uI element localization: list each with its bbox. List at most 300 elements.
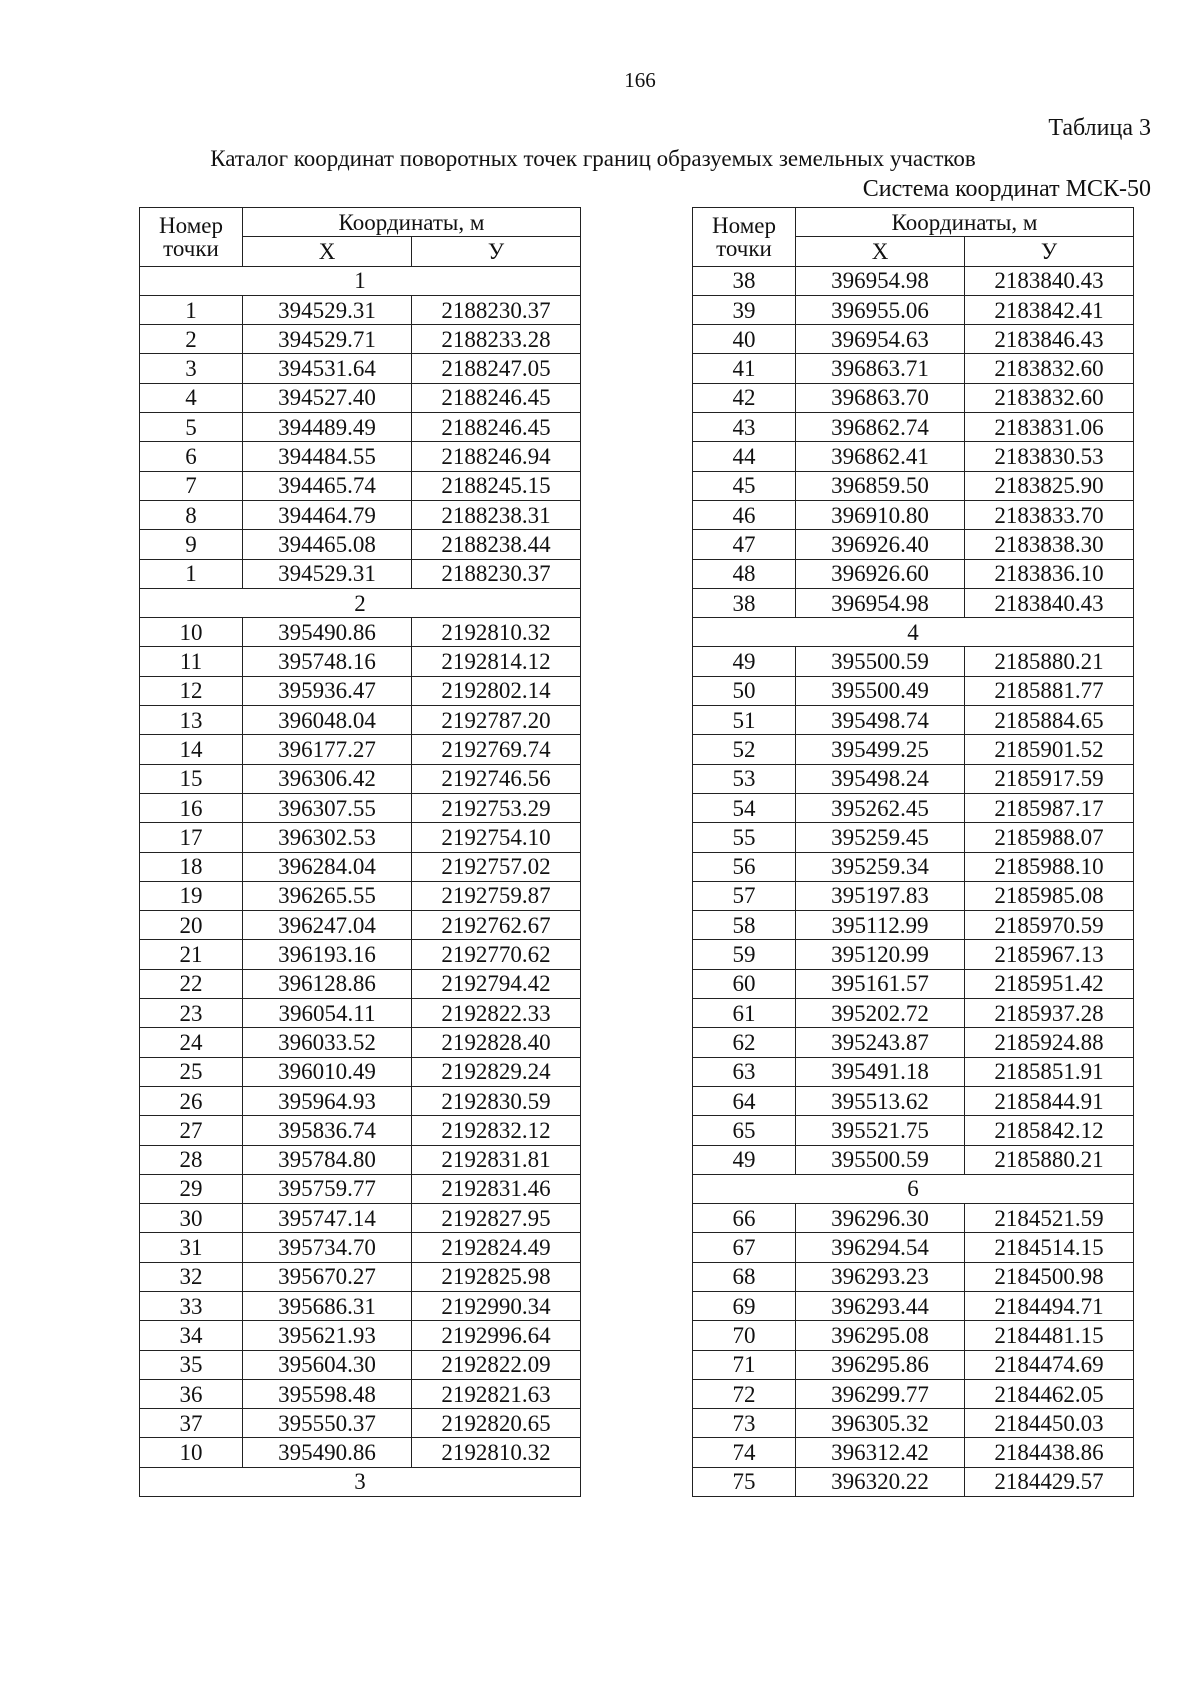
table-row [693, 823, 1134, 852]
table-row [140, 911, 581, 940]
x-coordinate-cell: 395490.86 [243, 1438, 412, 1467]
table-row [140, 940, 581, 969]
point-number-cell: 58 [693, 911, 796, 940]
point-number-cell: 5 [140, 413, 243, 442]
x-coordinate-cell: 396048.04 [243, 706, 412, 735]
x-coordinate-cell: 395604.30 [243, 1350, 412, 1379]
section-row [693, 618, 1134, 647]
point-number-cell: 30 [140, 1204, 243, 1233]
point-number-cell: 29 [140, 1174, 243, 1203]
table-row [693, 1438, 1134, 1467]
x-coordinate-cell: 395202.72 [796, 999, 965, 1028]
point-number-cell: 17 [140, 823, 243, 852]
point-number-cell: 43 [693, 413, 796, 442]
x-coordinate-cell: 395499.25 [796, 735, 965, 764]
y-coordinate-cell: 2188246.45 [412, 383, 581, 412]
y-coordinate-cell: 2185924.88 [965, 1028, 1134, 1057]
x-coordinate-cell: 396306.42 [243, 764, 412, 793]
point-number-cell: 74 [693, 1438, 796, 1467]
point-number-cell: 42 [693, 383, 796, 412]
x-coordinate-cell: 395836.74 [243, 1116, 412, 1145]
x-coordinate-cell: 396954.98 [796, 266, 965, 295]
point-number-cell: 69 [693, 1291, 796, 1320]
y-coordinate-cell: 2192996.64 [412, 1321, 581, 1350]
header-y: У [412, 237, 581, 266]
point-number-cell: 34 [140, 1321, 243, 1350]
y-coordinate-cell: 2192762.67 [412, 911, 581, 940]
x-coordinate-cell: 396284.04 [243, 852, 412, 881]
point-number-cell: 46 [693, 500, 796, 529]
table-row [693, 1291, 1134, 1320]
point-number-cell: 4 [140, 383, 243, 412]
table-row [693, 1057, 1134, 1086]
point-number-cell: 36 [140, 1379, 243, 1408]
y-coordinate-cell: 2185937.28 [965, 999, 1134, 1028]
y-coordinate-cell: 2192828.40 [412, 1028, 581, 1057]
y-coordinate-cell: 2192830.59 [412, 1086, 581, 1115]
point-number-cell: 9 [140, 530, 243, 559]
point-number-cell: 59 [693, 940, 796, 969]
x-coordinate-cell: 394529.31 [243, 295, 412, 324]
table-row [693, 1145, 1134, 1174]
table-row [140, 706, 581, 735]
y-coordinate-cell: 2192827.95 [412, 1204, 581, 1233]
x-coordinate-cell: 395734.70 [243, 1233, 412, 1262]
x-coordinate-cell: 396033.52 [243, 1028, 412, 1057]
table-row [693, 588, 1134, 617]
point-number-cell: 26 [140, 1086, 243, 1115]
header-coordinates: Координаты, м [796, 208, 1134, 237]
point-number-cell: 52 [693, 735, 796, 764]
y-coordinate-cell: 2183830.53 [965, 442, 1134, 471]
point-number-cell: 48 [693, 559, 796, 588]
point-number-cell: 6 [140, 442, 243, 471]
x-coordinate-cell: 394529.31 [243, 559, 412, 588]
table-row [693, 383, 1134, 412]
y-coordinate-cell: 2188246.45 [412, 413, 581, 442]
table-row [140, 383, 581, 412]
y-coordinate-cell: 2185985.08 [965, 881, 1134, 910]
x-coordinate-cell: 395259.45 [796, 823, 965, 852]
x-coordinate-cell: 396265.55 [243, 881, 412, 910]
header-point-line2: точки [716, 235, 772, 261]
x-coordinate-cell: 396954.98 [796, 588, 965, 617]
x-coordinate-cell: 396910.80 [796, 500, 965, 529]
x-coordinate-cell: 396293.44 [796, 1291, 965, 1320]
table-row [693, 647, 1134, 676]
point-number-cell: 14 [140, 735, 243, 764]
x-coordinate-cell: 395262.45 [796, 793, 965, 822]
page-number: 166 [624, 68, 656, 92]
y-coordinate-cell: 2192746.56 [412, 764, 581, 793]
y-coordinate-cell: 2188247.05 [412, 354, 581, 383]
table-row [140, 1116, 581, 1145]
y-coordinate-cell: 2184462.05 [965, 1379, 1134, 1408]
point-number-cell: 25 [140, 1057, 243, 1086]
point-number-cell: 31 [140, 1233, 243, 1262]
table-row [693, 1233, 1134, 1262]
y-coordinate-cell: 2188230.37 [412, 295, 581, 324]
y-coordinate-cell: 2183832.60 [965, 383, 1134, 412]
table-row [140, 559, 581, 588]
table-row [693, 793, 1134, 822]
y-coordinate-cell: 2185967.13 [965, 940, 1134, 969]
x-coordinate-cell: 396307.55 [243, 793, 412, 822]
table-row [140, 1174, 581, 1203]
y-coordinate-cell: 2192832.12 [412, 1116, 581, 1145]
y-coordinate-cell: 2192821.63 [412, 1379, 581, 1408]
point-number-cell: 19 [140, 881, 243, 910]
y-coordinate-cell: 2184438.86 [965, 1438, 1134, 1467]
header-point-line2: точки [163, 235, 219, 261]
header-point-number [693, 208, 796, 267]
table-row [140, 1409, 581, 1438]
point-number-cell: 7 [140, 471, 243, 500]
x-coordinate-cell: 396955.06 [796, 295, 965, 324]
table-row [140, 618, 581, 647]
x-coordinate-cell: 395521.75 [796, 1116, 965, 1145]
y-coordinate-cell: 2192825.98 [412, 1262, 581, 1291]
y-coordinate-cell: 2183846.43 [965, 325, 1134, 354]
table-body-right [693, 266, 1134, 1496]
x-coordinate-cell: 394465.74 [243, 471, 412, 500]
y-coordinate-cell: 2184521.59 [965, 1204, 1134, 1233]
y-coordinate-cell: 2185988.10 [965, 852, 1134, 881]
x-coordinate-cell: 394464.79 [243, 500, 412, 529]
table-row [140, 1291, 581, 1320]
header-x: X [796, 237, 965, 266]
y-coordinate-cell: 2184481.15 [965, 1321, 1134, 1350]
y-coordinate-cell: 2188245.15 [412, 471, 581, 500]
x-coordinate-cell: 395500.59 [796, 647, 965, 676]
x-coordinate-cell: 396863.71 [796, 354, 965, 383]
x-coordinate-cell: 396299.77 [796, 1379, 965, 1408]
x-coordinate-cell: 394465.08 [243, 530, 412, 559]
x-coordinate-cell: 396293.23 [796, 1262, 965, 1291]
y-coordinate-cell: 2185988.07 [965, 823, 1134, 852]
x-coordinate-cell: 395748.16 [243, 647, 412, 676]
coordinates-table-left [139, 207, 581, 1497]
point-number-cell: 11 [140, 647, 243, 676]
x-coordinate-cell: 396128.86 [243, 969, 412, 998]
table-row [693, 1204, 1134, 1233]
y-coordinate-cell: 2184429.57 [965, 1467, 1134, 1496]
table-row [140, 793, 581, 822]
point-number-cell: 32 [140, 1262, 243, 1291]
point-number-cell: 1 [140, 295, 243, 324]
x-coordinate-cell: 396054.11 [243, 999, 412, 1028]
y-coordinate-cell: 2184514.15 [965, 1233, 1134, 1262]
y-coordinate-cell: 2183840.43 [965, 266, 1134, 295]
point-number-cell: 3 [140, 354, 243, 383]
x-coordinate-cell: 396926.60 [796, 559, 965, 588]
table-row [140, 999, 581, 1028]
y-coordinate-cell: 2185844.91 [965, 1086, 1134, 1115]
point-number-cell: 63 [693, 1057, 796, 1086]
point-number-cell: 38 [693, 588, 796, 617]
y-coordinate-cell: 2185901.52 [965, 735, 1134, 764]
table-row [140, 1438, 581, 1467]
x-coordinate-cell: 396862.74 [796, 413, 965, 442]
table-row [140, 1145, 581, 1174]
x-coordinate-cell: 396177.27 [243, 735, 412, 764]
point-number-cell: 47 [693, 530, 796, 559]
table-row [693, 325, 1134, 354]
x-coordinate-cell: 395161.57 [796, 969, 965, 998]
x-coordinate-cell: 396295.86 [796, 1350, 965, 1379]
table-row [693, 969, 1134, 998]
y-coordinate-cell: 2183832.60 [965, 354, 1134, 383]
y-coordinate-cell: 2192829.24 [412, 1057, 581, 1086]
point-number-cell: 72 [693, 1379, 796, 1408]
x-coordinate-cell: 396926.40 [796, 530, 965, 559]
x-coordinate-cell: 395784.80 [243, 1145, 412, 1174]
table-row [693, 1467, 1134, 1496]
table-row [140, 1262, 581, 1291]
point-number-cell: 67 [693, 1233, 796, 1262]
document-title: Каталог координат поворотных точек границ образуемых земельных участков [210, 146, 976, 171]
section-row [140, 588, 581, 617]
x-coordinate-cell: 396862.41 [796, 442, 965, 471]
y-coordinate-cell: 2184500.98 [965, 1262, 1134, 1291]
point-number-cell: 54 [693, 793, 796, 822]
y-coordinate-cell: 2192990.34 [412, 1291, 581, 1320]
x-coordinate-cell: 395259.34 [796, 852, 965, 881]
x-coordinate-cell: 396302.53 [243, 823, 412, 852]
table-row [693, 852, 1134, 881]
x-coordinate-cell: 395759.77 [243, 1174, 412, 1203]
point-number-cell: 49 [693, 647, 796, 676]
point-number-cell: 15 [140, 764, 243, 793]
header-point-line1: Номер [712, 212, 776, 238]
table-row [140, 1028, 581, 1057]
point-number-cell: 73 [693, 1409, 796, 1438]
table-row [140, 735, 581, 764]
table-row [140, 969, 581, 998]
y-coordinate-cell: 2185987.17 [965, 793, 1134, 822]
point-number-cell: 65 [693, 1116, 796, 1145]
x-coordinate-cell: 395621.93 [243, 1321, 412, 1350]
y-coordinate-cell: 2192831.46 [412, 1174, 581, 1203]
y-coordinate-cell: 2192769.74 [412, 735, 581, 764]
point-number-cell: 50 [693, 676, 796, 705]
y-coordinate-cell: 2185880.21 [965, 647, 1134, 676]
y-coordinate-cell: 2184474.69 [965, 1350, 1134, 1379]
table-row [693, 471, 1134, 500]
table-row [693, 500, 1134, 529]
y-coordinate-cell: 2183842.41 [965, 295, 1134, 324]
point-number-cell: 10 [140, 618, 243, 647]
y-coordinate-cell: 2184494.71 [965, 1291, 1134, 1320]
table-row [140, 1057, 581, 1086]
y-coordinate-cell: 2192787.20 [412, 706, 581, 735]
table-row [140, 852, 581, 881]
y-coordinate-cell: 2192810.32 [412, 1438, 581, 1467]
table-row [140, 500, 581, 529]
header-row [693, 208, 1134, 237]
x-coordinate-cell: 395670.27 [243, 1262, 412, 1291]
point-number-cell: 71 [693, 1350, 796, 1379]
header-x: X [243, 237, 412, 266]
table-row [140, 325, 581, 354]
table-row [693, 1086, 1134, 1115]
point-number-cell: 61 [693, 999, 796, 1028]
y-coordinate-cell: 2185880.21 [965, 1145, 1134, 1174]
table-row [140, 764, 581, 793]
table-row [693, 295, 1134, 324]
x-coordinate-cell: 395936.47 [243, 676, 412, 705]
table-row [693, 676, 1134, 705]
point-number-cell: 12 [140, 676, 243, 705]
y-coordinate-cell: 2185851.91 [965, 1057, 1134, 1086]
y-coordinate-cell: 2188238.44 [412, 530, 581, 559]
x-coordinate-cell: 396305.32 [796, 1409, 965, 1438]
table-row [140, 881, 581, 910]
x-coordinate-cell: 395120.99 [796, 940, 965, 969]
table-row [693, 706, 1134, 735]
x-coordinate-cell: 396295.08 [796, 1321, 965, 1350]
point-number-cell: 68 [693, 1262, 796, 1291]
x-coordinate-cell: 394529.71 [243, 325, 412, 354]
table-row [140, 1350, 581, 1379]
table-row [693, 940, 1134, 969]
y-coordinate-cell: 2188233.28 [412, 325, 581, 354]
x-coordinate-cell: 395500.49 [796, 676, 965, 705]
y-coordinate-cell: 2192753.29 [412, 793, 581, 822]
point-number-cell: 1 [140, 559, 243, 588]
y-coordinate-cell: 2185917.59 [965, 764, 1134, 793]
point-number-cell: 2 [140, 325, 243, 354]
point-number-cell: 57 [693, 881, 796, 910]
table-row [693, 1321, 1134, 1350]
y-coordinate-cell: 2192794.42 [412, 969, 581, 998]
table-row [693, 881, 1134, 910]
table-row [140, 823, 581, 852]
point-number-cell: 37 [140, 1409, 243, 1438]
table-row [693, 999, 1134, 1028]
x-coordinate-cell: 395513.62 [796, 1086, 965, 1115]
table-body-left [140, 266, 581, 1496]
y-coordinate-cell: 2185951.42 [965, 969, 1134, 998]
table-row [140, 1233, 581, 1262]
x-coordinate-cell: 396296.30 [796, 1204, 965, 1233]
point-number-cell: 21 [140, 940, 243, 969]
header-coordinates: Координаты, м [243, 208, 581, 237]
table-row [693, 354, 1134, 383]
x-coordinate-cell: 396010.49 [243, 1057, 412, 1086]
table-row [693, 1262, 1134, 1291]
point-number-cell: 24 [140, 1028, 243, 1057]
point-number-cell: 23 [140, 999, 243, 1028]
point-number-cell: 64 [693, 1086, 796, 1115]
x-coordinate-cell: 394527.40 [243, 383, 412, 412]
point-number-cell: 55 [693, 823, 796, 852]
x-coordinate-cell: 395498.24 [796, 764, 965, 793]
y-coordinate-cell: 2192831.81 [412, 1145, 581, 1174]
section-row [693, 1174, 1134, 1203]
table-row [140, 1086, 581, 1115]
y-coordinate-cell: 2183836.10 [965, 559, 1134, 588]
y-coordinate-cell: 2192754.10 [412, 823, 581, 852]
point-number-cell: 51 [693, 706, 796, 735]
table-row [693, 413, 1134, 442]
coordinate-system-label: Система координат МСК-50 [862, 176, 1151, 202]
y-coordinate-cell: 2192810.32 [412, 618, 581, 647]
point-number-cell: 53 [693, 764, 796, 793]
point-number-cell: 27 [140, 1116, 243, 1145]
section-row [140, 1467, 581, 1496]
y-coordinate-cell: 2185842.12 [965, 1116, 1134, 1145]
y-coordinate-cell: 2192770.62 [412, 940, 581, 969]
x-coordinate-cell: 395243.87 [796, 1028, 965, 1057]
y-coordinate-cell: 2183840.43 [965, 588, 1134, 617]
header-row [140, 208, 581, 237]
table-row [140, 471, 581, 500]
x-coordinate-cell: 395747.14 [243, 1204, 412, 1233]
table-row [693, 1379, 1134, 1408]
y-coordinate-cell: 2184450.03 [965, 1409, 1134, 1438]
table-row [140, 530, 581, 559]
x-coordinate-cell: 395490.86 [243, 618, 412, 647]
y-coordinate-cell: 2183833.70 [965, 500, 1134, 529]
y-coordinate-cell: 2188246.94 [412, 442, 581, 471]
y-coordinate-cell: 2192802.14 [412, 676, 581, 705]
y-coordinate-cell: 2183838.30 [965, 530, 1134, 559]
x-coordinate-cell: 396859.50 [796, 471, 965, 500]
y-coordinate-cell: 2185884.65 [965, 706, 1134, 735]
point-number-cell: 62 [693, 1028, 796, 1057]
point-number-cell: 22 [140, 969, 243, 998]
table-row [140, 1321, 581, 1350]
table-row [693, 735, 1134, 764]
point-number-cell: 44 [693, 442, 796, 471]
point-number-cell: 39 [693, 295, 796, 324]
table-row [140, 1379, 581, 1408]
point-number-cell: 60 [693, 969, 796, 998]
table-row [693, 911, 1134, 940]
table-row [140, 295, 581, 324]
point-number-cell: 13 [140, 706, 243, 735]
section-number: 3 [140, 1467, 581, 1496]
x-coordinate-cell: 396954.63 [796, 325, 965, 354]
x-coordinate-cell: 396193.16 [243, 940, 412, 969]
y-coordinate-cell: 2192814.12 [412, 647, 581, 676]
coordinates-table-right [692, 207, 1134, 1497]
section-number: 6 [693, 1174, 1134, 1203]
header-point-line1: Номер [159, 212, 223, 238]
point-number-cell: 28 [140, 1145, 243, 1174]
point-number-cell: 66 [693, 1204, 796, 1233]
x-coordinate-cell: 396320.22 [796, 1467, 965, 1496]
point-number-cell: 70 [693, 1321, 796, 1350]
x-coordinate-cell: 395491.18 [796, 1057, 965, 1086]
point-number-cell: 49 [693, 1145, 796, 1174]
table-row [693, 442, 1134, 471]
y-coordinate-cell: 2183831.06 [965, 413, 1134, 442]
x-coordinate-cell: 394489.49 [243, 413, 412, 442]
point-number-cell: 40 [693, 325, 796, 354]
point-number-cell: 33 [140, 1291, 243, 1320]
y-coordinate-cell: 2192820.65 [412, 1409, 581, 1438]
x-coordinate-cell: 396312.42 [796, 1438, 965, 1467]
point-number-cell: 56 [693, 852, 796, 881]
y-coordinate-cell: 2185970.59 [965, 911, 1134, 940]
point-number-cell: 45 [693, 471, 796, 500]
table-row [140, 442, 581, 471]
y-coordinate-cell: 2188238.31 [412, 500, 581, 529]
x-coordinate-cell: 395550.37 [243, 1409, 412, 1438]
table-row [693, 1350, 1134, 1379]
